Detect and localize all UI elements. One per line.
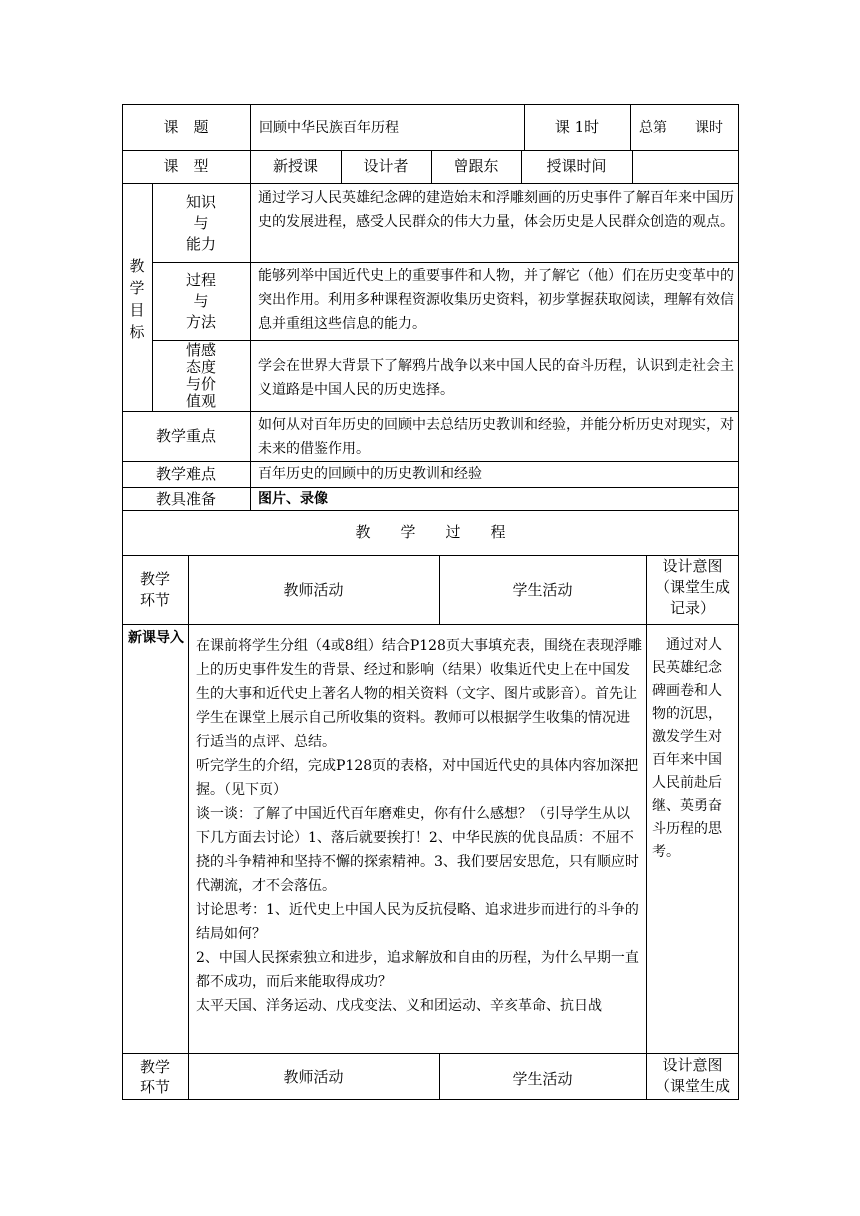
col-divider [250, 183, 251, 511]
row-divider [122, 461, 739, 462]
row-divider [122, 183, 739, 184]
row-divider [122, 487, 739, 488]
teacher-paragraph: 讨论思考：1、近代史上中国人民为反抗侵略、追求进步而进行的斗争的结局如何？ [196, 902, 639, 942]
design-intent-text: 通过对人民英雄纪念碑画卷和人物的沉思，激发学生对百年来中国人民前赴后继、英勇奋斗历程的思考。 [652, 637, 722, 860]
key-point-label: 教学重点 [155, 427, 216, 445]
objective-knowledge-text: 通过学习人民英雄纪念碑的建造始末和浮雕刻画的历史事件了解百年来中国历史的发展进程，感受人民群众的伟大力量，体会历史是人民群众创造的观点。 [258, 190, 734, 230]
teacher-paragraph: 2、中国人民探索独立和进步，追求解放和自由的历程，为什么早期一直都不成功，而后来能取得成功？ [196, 950, 639, 990]
difficulty-label: 教学难点 [155, 465, 216, 483]
teacher-paragraph: 听完学生的介绍，完成P128页的表格，对中国近代史的具体内容加深把握。（见下页） [196, 758, 639, 798]
lesson-title-label: 课 题 [163, 118, 209, 136]
objective-knowledge-label: 知识 与 能力 [185, 193, 216, 253]
teacher-activity [196, 634, 642, 1018]
teacher-paragraph: 太平天国、洋务运动、戊戌变法、义和团运动、辛亥革命、抗日战 [196, 998, 602, 1014]
tools-label: 教具准备 [155, 490, 216, 508]
teacher-paragraph: 谈一谈：了解了中国近代百年磨难史，你有什么感想？（引导学生从以下几方面去讨论）1、落后就要挨打！2、中华民族的优良品质：不屈不挠的斗争精神和坚持不懈的探索精神。3、我们要居安思危，只有顺应时代潮流，才不会落伍。 [196, 806, 639, 894]
col-teacher-header: 教师活动 [283, 581, 344, 599]
footer-student-header: 学生活动 [512, 1070, 573, 1088]
objective-emotion-label: 情感 态度 与价 值观 [185, 341, 216, 410]
designer-label: 设计者 [363, 157, 409, 175]
footer-teacher-header: 教师活动 [283, 1068, 344, 1086]
stage-name: 新课导入 [128, 630, 184, 646]
row-divider [122, 411, 739, 412]
objective-process-text: 能够列举中国近代史上的重要事件和人物，并了解它（他）们在历史变革中的突出作用。利用多种课程资源收集历史资料，初步掌握获取阅读，理解有效信息并重组这些信息的能力。 [258, 268, 734, 332]
difficulty-text: 百年历史的回顾中的历史教训和经验 [258, 466, 482, 482]
objective-emotion-text: 学会在世界大背景下了解鸦片战争以来中国人民的奋斗历程，认识到走社会主义道路是中国人民的历史选择。 [258, 358, 734, 398]
total-hours: 总第 课时 [639, 120, 723, 136]
teaching-time-label: 授课时间 [546, 157, 607, 175]
row-divider [152, 262, 739, 263]
col-intent-header: 设计意图 （课堂生成 记录） [654, 557, 730, 617]
objectives-label: 教 学 目 标 [129, 257, 145, 341]
col-stage-header: 教学 环节 [139, 570, 170, 609]
row-divider [152, 340, 739, 341]
col-divider [646, 555, 647, 1100]
col-divider [632, 150, 633, 183]
footer-intent-header: 设计意图 （课堂生成 [654, 1056, 730, 1095]
footer-stage-header: 教学 环节 [139, 1058, 170, 1096]
process-title: 教 学 过 程 [355, 523, 506, 541]
col-divider [188, 555, 189, 1100]
lesson-hours: 课 1时 [554, 118, 600, 136]
designer-value: 曾跟东 [453, 157, 499, 175]
tools-text: 图片、录像 [258, 491, 328, 507]
col-divider [630, 104, 631, 150]
lesson-type-label: 课 型 [163, 157, 209, 175]
key-point-text: 如何从对百年历史的回顾中去总结历史教训和经验，并能分析历史对现实，对未来的借鉴作用。 [258, 417, 734, 457]
lesson-title-value: 回顾中华民族百年历程 [259, 120, 399, 136]
lesson-type-value: 新授课 [272, 157, 318, 175]
objective-process-label: 过程 与 方法 [185, 271, 216, 331]
col-student-header: 学生活动 [512, 581, 573, 599]
teacher-paragraph: 在课前将学生分组（4或8组）结合P128页大事填充表，围绕在表现浮雕上的历史事件发生的背景、经过和影响（结果）收集近代史上在中国发生的大事和近代史上著名人物的相关资料（文字、图片或影音）。首先让学生在课堂上展示自己所收集的资料。教师可以根据学生收集的情况进行适当的点评、总结。 [196, 638, 642, 750]
